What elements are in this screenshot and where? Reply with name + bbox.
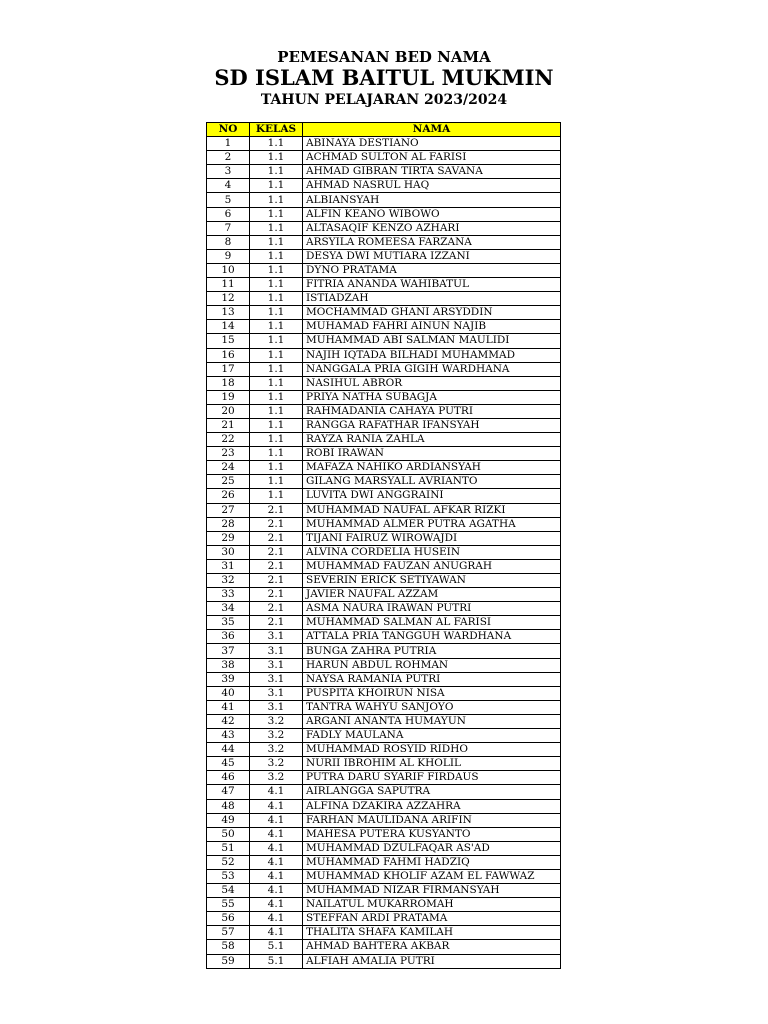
cell-no: 59: [207, 954, 250, 968]
cell-kelas: 3.2: [250, 743, 303, 757]
cell-no: 12: [207, 292, 250, 306]
cell-nama: ISTIADZAH: [303, 292, 561, 306]
table-row: [207, 700, 561, 714]
cell-nama: PUTRA DARU SYARIF FIRDAUS: [303, 771, 561, 785]
cell-nama: NAYSA RAMANIA PUTRI: [303, 672, 561, 686]
cell-no: 11: [207, 278, 250, 292]
table-row: [207, 602, 561, 616]
table-row: [207, 235, 561, 249]
cell-nama: JAVIER NAUFAL AZZAM: [303, 588, 561, 602]
cell-no: 13: [207, 306, 250, 320]
cell-no: 2: [207, 151, 250, 165]
table-row: [207, 574, 561, 588]
cell-kelas: 2.1: [250, 517, 303, 531]
cell-nama: ALTASAQIF KENZO AZHARI: [303, 221, 561, 235]
cell-kelas: 3.2: [250, 729, 303, 743]
cell-no: 22: [207, 433, 250, 447]
cell-no: 55: [207, 898, 250, 912]
table-row: [207, 884, 561, 898]
cell-no: 39: [207, 672, 250, 686]
cell-kelas: 1.1: [250, 475, 303, 489]
cell-kelas: 2.1: [250, 545, 303, 559]
cell-nama: ALFINA DZAKIRA AZZAHRA: [303, 799, 561, 813]
cell-no: 32: [207, 574, 250, 588]
cell-nama: DYNO PRATAMA: [303, 263, 561, 277]
column-header-kelas: KELAS: [250, 123, 303, 137]
cell-kelas: 4.1: [250, 813, 303, 827]
table-row: [207, 954, 561, 968]
cell-no: 52: [207, 855, 250, 869]
table-row: [207, 757, 561, 771]
table-row: [207, 785, 561, 799]
table-row: [207, 855, 561, 869]
cell-kelas: 1.1: [250, 390, 303, 404]
cell-nama: MUHAMMAD FAHMI HADZIQ: [303, 855, 561, 869]
cell-nama: FARHAN MAULIDANA ARIFIN: [303, 813, 561, 827]
cell-no: 19: [207, 390, 250, 404]
cell-kelas: 1.1: [250, 348, 303, 362]
cell-no: 16: [207, 348, 250, 362]
table-row: [207, 644, 561, 658]
table-row: [207, 292, 561, 306]
table-row: [207, 362, 561, 376]
student-table: [206, 122, 561, 969]
cell-no: 26: [207, 489, 250, 503]
cell-nama: MUHAMAD FAHRI AINUN NAJIB: [303, 320, 561, 334]
cell-no: 17: [207, 362, 250, 376]
cell-no: 40: [207, 686, 250, 700]
table-row: [207, 433, 561, 447]
table-row: [207, 348, 561, 362]
cell-kelas: 1.1: [250, 179, 303, 193]
cell-no: 5: [207, 193, 250, 207]
cell-no: 28: [207, 517, 250, 531]
cell-no: 48: [207, 799, 250, 813]
cell-nama: STEFFAN ARDI PRATAMA: [303, 912, 561, 926]
cell-no: 34: [207, 602, 250, 616]
table-row: [207, 418, 561, 432]
cell-no: 31: [207, 559, 250, 573]
cell-kelas: 1.1: [250, 362, 303, 376]
cell-nama: MUHAMMAD ABI SALMAN MAULIDI: [303, 334, 561, 348]
cell-nama: ALBIANSYAH: [303, 193, 561, 207]
cell-kelas: 1.1: [250, 278, 303, 292]
table-row: [207, 729, 561, 743]
cell-no: 29: [207, 531, 250, 545]
cell-no: 18: [207, 376, 250, 390]
table-row: [207, 404, 561, 418]
cell-no: 37: [207, 644, 250, 658]
column-header-no: NO: [207, 123, 250, 137]
table-row: [207, 686, 561, 700]
cell-kelas: 1.1: [250, 404, 303, 418]
cell-kelas: 4.1: [250, 869, 303, 883]
cell-no: 42: [207, 714, 250, 728]
cell-kelas: 1.1: [250, 137, 303, 151]
cell-nama: ACHMAD SULTON AL FARISI: [303, 151, 561, 165]
table-row: [207, 151, 561, 165]
cell-kelas: 1.1: [250, 263, 303, 277]
cell-kelas: 5.1: [250, 954, 303, 968]
table-row: [207, 193, 561, 207]
cell-no: 24: [207, 461, 250, 475]
cell-nama: ABINAYA DESTIANO: [303, 137, 561, 151]
table-row: [207, 743, 561, 757]
cell-nama: MUHAMMAD ROSYID RIDHO: [303, 743, 561, 757]
table-row: [207, 179, 561, 193]
cell-no: 45: [207, 757, 250, 771]
cell-nama: ROBI IRAWAN: [303, 447, 561, 461]
cell-nama: ALFIAH AMALIA PUTRI: [303, 954, 561, 968]
cell-no: 47: [207, 785, 250, 799]
table-row: [207, 517, 561, 531]
cell-nama: DESYA DWI MUTIARA IZZANI: [303, 249, 561, 263]
cell-no: 3: [207, 165, 250, 179]
cell-nama: ARGANI ANANTA HUMAYUN: [303, 714, 561, 728]
table-row: [207, 334, 561, 348]
cell-no: 51: [207, 841, 250, 855]
cell-nama: HARUN ABDUL ROHMAN: [303, 658, 561, 672]
cell-nama: AIRLANGGA SAPUTRA: [303, 785, 561, 799]
cell-nama: FITRIA ANANDA WAHIBATUL: [303, 278, 561, 292]
cell-no: 15: [207, 334, 250, 348]
table-row: [207, 588, 561, 602]
cell-nama: ATTALA PRIA TANGGUH WARDHANA: [303, 630, 561, 644]
table-row: [207, 447, 561, 461]
cell-kelas: 4.1: [250, 884, 303, 898]
table-row: [207, 616, 561, 630]
cell-nama: TANTRA WAHYU SANJOYO: [303, 700, 561, 714]
cell-no: 1: [207, 137, 250, 151]
cell-no: 50: [207, 827, 250, 841]
cell-no: 30: [207, 545, 250, 559]
cell-nama: LUVITA DWI ANGGRAINI: [303, 489, 561, 503]
cell-kelas: 1.1: [250, 207, 303, 221]
table-row: [207, 263, 561, 277]
cell-nama: TIJANI FAIRUZ WIROWAJDI: [303, 531, 561, 545]
document-title-line1: PEMESANAN BED NAMA: [277, 48, 491, 66]
cell-kelas: 1.1: [250, 292, 303, 306]
cell-nama: MOCHAMMAD GHANI ARSYDDIN: [303, 306, 561, 320]
cell-nama: ASMA NAURA IRAWAN PUTRI: [303, 602, 561, 616]
table-row: [207, 461, 561, 475]
table-row: [207, 221, 561, 235]
cell-nama: PUSPITA KHOIRUN NISA: [303, 686, 561, 700]
cell-kelas: 3.1: [250, 630, 303, 644]
cell-nama: MUHAMMAD NAUFAL AFKAR RIZKI: [303, 503, 561, 517]
cell-kelas: 1.1: [250, 447, 303, 461]
cell-kelas: 3.1: [250, 700, 303, 714]
table-row: [207, 137, 561, 151]
cell-no: 41: [207, 700, 250, 714]
cell-kelas: 3.2: [250, 771, 303, 785]
cell-kelas: 2.1: [250, 559, 303, 573]
cell-nama: BUNGA ZAHRA PUTRIA: [303, 644, 561, 658]
cell-no: 27: [207, 503, 250, 517]
cell-no: 8: [207, 235, 250, 249]
cell-no: 23: [207, 447, 250, 461]
table-row: [207, 390, 561, 404]
cell-nama: NASIHUL ABROR: [303, 376, 561, 390]
cell-kelas: 4.1: [250, 912, 303, 926]
cell-kelas: 2.1: [250, 574, 303, 588]
table-row: [207, 714, 561, 728]
cell-nama: RAYZA RANIA ZAHLA: [303, 433, 561, 447]
cell-kelas: 2.1: [250, 588, 303, 602]
table-row: [207, 376, 561, 390]
table-header-row: [207, 123, 561, 137]
cell-nama: ALVINA CORDELIA HUSEIN: [303, 545, 561, 559]
cell-kelas: 3.1: [250, 658, 303, 672]
cell-kelas: 2.1: [250, 503, 303, 517]
cell-kelas: 1.1: [250, 433, 303, 447]
table-row: [207, 912, 561, 926]
cell-nama: AHMAD GIBRAN TIRTA SAVANA: [303, 165, 561, 179]
cell-nama: PRIYA NATHA SUBAGJA: [303, 390, 561, 404]
cell-nama: MUHAMMAD SALMAN AL FARISI: [303, 616, 561, 630]
cell-nama: NURII IBROHIM AL KHOLIL: [303, 757, 561, 771]
cell-no: 20: [207, 404, 250, 418]
cell-no: 56: [207, 912, 250, 926]
table-row: [207, 658, 561, 672]
cell-kelas: 4.1: [250, 898, 303, 912]
cell-no: 33: [207, 588, 250, 602]
table-row: [207, 503, 561, 517]
table-row: [207, 926, 561, 940]
cell-kelas: 4.1: [250, 785, 303, 799]
table-row: [207, 841, 561, 855]
cell-kelas: 1.1: [250, 221, 303, 235]
cell-kelas: 1.1: [250, 249, 303, 263]
cell-nama: NAILATUL MUKARROMAH: [303, 898, 561, 912]
cell-nama: RAHMADANIA CAHAYA PUTRI: [303, 404, 561, 418]
table-row: [207, 278, 561, 292]
cell-nama: NAJIH IQTADA BILHADI MUHAMMAD: [303, 348, 561, 362]
cell-kelas: 1.1: [250, 418, 303, 432]
cell-nama: FADLY MAULANA: [303, 729, 561, 743]
table-row: [207, 207, 561, 221]
table-row: [207, 531, 561, 545]
cell-no: 36: [207, 630, 250, 644]
cell-kelas: 5.1: [250, 940, 303, 954]
academic-year-title: TAHUN PELAJARAN 2023/2024: [260, 92, 508, 108]
table-row: [207, 898, 561, 912]
cell-nama: MUHAMMAD KHOLIF AZAM EL FAWWAZ: [303, 869, 561, 883]
cell-kelas: 4.1: [250, 841, 303, 855]
table-row: [207, 813, 561, 827]
cell-no: 6: [207, 207, 250, 221]
cell-kelas: 1.1: [250, 151, 303, 165]
cell-nama: MUHAMMAD NIZAR FIRMANSYAH: [303, 884, 561, 898]
cell-no: 44: [207, 743, 250, 757]
table-row: [207, 672, 561, 686]
cell-nama: MUHAMMAD DZULFAQAR AS'AD: [303, 841, 561, 855]
cell-no: 14: [207, 320, 250, 334]
cell-kelas: 1.1: [250, 489, 303, 503]
cell-nama: MUHAMMAD ALMER PUTRA AGATHA: [303, 517, 561, 531]
cell-kelas: 1.1: [250, 165, 303, 179]
table-row: [207, 869, 561, 883]
table-row: [207, 306, 561, 320]
table-row: [207, 489, 561, 503]
cell-no: 9: [207, 249, 250, 263]
cell-nama: ARSYILA ROMEESA FARZANA: [303, 235, 561, 249]
column-header-nama: NAMA: [303, 123, 561, 137]
cell-kelas: 1.1: [250, 193, 303, 207]
table-row: [207, 630, 561, 644]
cell-kelas: 4.1: [250, 926, 303, 940]
cell-no: 38: [207, 658, 250, 672]
cell-no: 7: [207, 221, 250, 235]
table-row: [207, 771, 561, 785]
cell-kelas: 3.1: [250, 672, 303, 686]
cell-no: 4: [207, 179, 250, 193]
cell-kelas: 4.1: [250, 799, 303, 813]
cell-kelas: 1.1: [250, 320, 303, 334]
cell-kelas: 2.1: [250, 616, 303, 630]
cell-kelas: 2.1: [250, 602, 303, 616]
cell-nama: MAHESA PUTERA KUSYANTO: [303, 827, 561, 841]
cell-kelas: 1.1: [250, 306, 303, 320]
cell-no: 49: [207, 813, 250, 827]
school-name-title: SD ISLAM BAITUL MUKMIN: [214, 65, 554, 90]
cell-nama: AHMAD BAHTERA AKBAR: [303, 940, 561, 954]
cell-nama: AHMAD NASRUL HAQ: [303, 179, 561, 193]
table-row: [207, 475, 561, 489]
cell-nama: SEVERIN ERICK SETIYAWAN: [303, 574, 561, 588]
cell-kelas: 3.1: [250, 686, 303, 700]
cell-nama: MAFAZA NAHIKO ARDIANSYAH: [303, 461, 561, 475]
table-row: [207, 559, 561, 573]
cell-no: 53: [207, 869, 250, 883]
cell-no: 35: [207, 616, 250, 630]
table-row: [207, 249, 561, 263]
cell-kelas: 4.1: [250, 827, 303, 841]
cell-nama: RANGGA RAFATHAR IFANSYAH: [303, 418, 561, 432]
cell-kelas: 1.1: [250, 461, 303, 475]
cell-kelas: 1.1: [250, 376, 303, 390]
cell-nama: GILANG MARSYALL AVRIANTO: [303, 475, 561, 489]
table-row: [207, 545, 561, 559]
table-row: [207, 320, 561, 334]
table-row: [207, 940, 561, 954]
cell-kelas: 4.1: [250, 855, 303, 869]
cell-kelas: 3.2: [250, 757, 303, 771]
cell-no: 43: [207, 729, 250, 743]
cell-kelas: 1.1: [250, 235, 303, 249]
cell-no: 21: [207, 418, 250, 432]
cell-no: 54: [207, 884, 250, 898]
cell-nama: THALITA SHAFA KAMILAH: [303, 926, 561, 940]
cell-no: 46: [207, 771, 250, 785]
cell-no: 10: [207, 263, 250, 277]
cell-kelas: 3.1: [250, 644, 303, 658]
cell-no: 58: [207, 940, 250, 954]
cell-nama: ALFIN KEANO WIBOWO: [303, 207, 561, 221]
cell-kelas: 2.1: [250, 531, 303, 545]
table-row: [207, 827, 561, 841]
table-row: [207, 165, 561, 179]
cell-kelas: 1.1: [250, 334, 303, 348]
cell-nama: NANGGALA PRIA GIGIH WARDHANA: [303, 362, 561, 376]
table-row: [207, 799, 561, 813]
cell-no: 57: [207, 926, 250, 940]
cell-no: 25: [207, 475, 250, 489]
cell-kelas: 3.2: [250, 714, 303, 728]
cell-nama: MUHAMMAD FAUZAN ANUGRAH: [303, 559, 561, 573]
